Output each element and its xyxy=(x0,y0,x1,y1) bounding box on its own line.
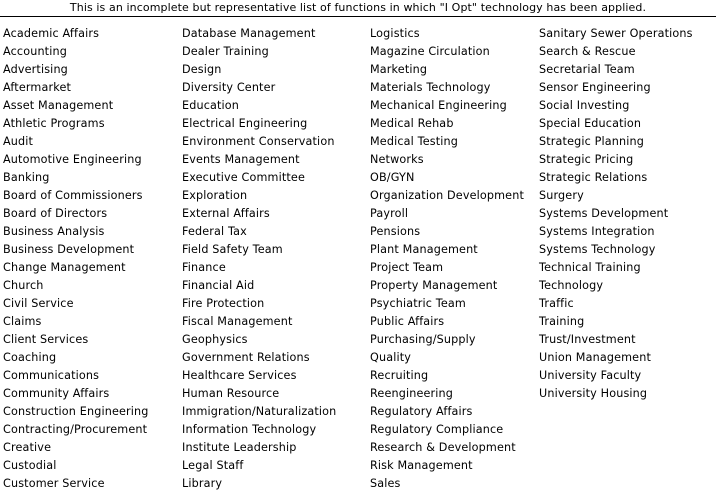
function-item: Mechanical Engineering xyxy=(370,99,507,112)
function-item: Board of Commissioners xyxy=(3,189,143,202)
function-item: Communications xyxy=(3,369,100,382)
functions-column-1 xyxy=(3,25,149,493)
intro-heading: This is an incomplete but representative list of functions in which "I Opt" technology has been applied. xyxy=(0,0,716,17)
function-item: Marketing xyxy=(370,63,428,76)
function-item: Training xyxy=(539,315,585,328)
function-item: Organization Development xyxy=(370,189,524,202)
function-item: Project Team xyxy=(370,261,444,274)
function-item: Church xyxy=(3,279,44,292)
function-item: Business Development xyxy=(3,243,135,256)
function-item: Magazine Circulation xyxy=(370,45,490,58)
function-item: University Faculty xyxy=(539,369,642,382)
function-item: Strategic Relations xyxy=(539,171,648,184)
function-item: Fire Protection xyxy=(182,297,265,310)
function-item: Financial Aid xyxy=(182,279,255,292)
function-item: Construction Engineering xyxy=(3,405,149,418)
function-item: Creative xyxy=(3,441,52,454)
function-item: Healthcare Services xyxy=(182,369,297,382)
function-item: Automotive Engineering xyxy=(3,153,142,166)
function-item: Federal Tax xyxy=(182,225,247,238)
function-item: Systems Development xyxy=(539,207,669,220)
function-item: Materials Technology xyxy=(370,81,491,94)
function-item: Business Analysis xyxy=(3,225,105,238)
function-item: Legal Staff xyxy=(182,459,244,472)
function-item: Change Management xyxy=(3,261,126,274)
function-item: Database Management xyxy=(182,27,316,40)
function-item: Quality xyxy=(370,351,412,364)
function-item: Academic Affairs xyxy=(3,27,100,40)
function-item: Regulatory Compliance xyxy=(370,423,504,436)
function-item: Technology xyxy=(539,279,604,292)
function-item: Social Investing xyxy=(539,99,630,112)
function-item: Public Affairs xyxy=(370,315,445,328)
function-item: Library xyxy=(182,477,223,490)
function-item: Diversity Center xyxy=(182,81,276,94)
function-item: Purchasing/Supply xyxy=(370,333,476,346)
function-item: Networks xyxy=(370,153,424,166)
function-item: Coaching xyxy=(3,351,57,364)
function-item: Aftermarket xyxy=(3,81,72,94)
function-item: Trust/Investment xyxy=(539,333,636,346)
function-item: Claims xyxy=(3,315,42,328)
function-item: Sanitary Sewer Operations xyxy=(539,27,693,40)
function-item: Pensions xyxy=(370,225,421,238)
function-item: Geophysics xyxy=(182,333,248,346)
function-item: Systems Integration xyxy=(539,225,655,238)
function-item: Payroll xyxy=(370,207,409,220)
function-item: Technical Training xyxy=(539,261,641,274)
function-item: Strategic Pricing xyxy=(539,153,634,166)
function-item: Logistics xyxy=(370,27,420,40)
function-item: Asset Management xyxy=(3,99,114,112)
function-item: Immigration/Naturalization xyxy=(182,405,337,418)
function-item: Environment Conservation xyxy=(182,135,335,148)
function-item: Events Management xyxy=(182,153,300,166)
function-item: Advertising xyxy=(3,63,68,76)
functions-column-4 xyxy=(539,25,693,403)
function-item: Contracting/Procurement xyxy=(3,423,148,436)
function-item: Property Management xyxy=(370,279,498,292)
function-item: Risk Management xyxy=(370,459,473,472)
function-item: Human Resource xyxy=(182,387,280,400)
function-item: Systems Technology xyxy=(539,243,656,256)
function-item: Athletic Programs xyxy=(3,117,105,130)
function-item: Sensor Engineering xyxy=(539,81,651,94)
function-item: Medical Testing xyxy=(370,135,458,148)
function-item: Community Affairs xyxy=(3,387,110,400)
function-item: Strategic Planning xyxy=(539,135,645,148)
function-item: Client Services xyxy=(3,333,89,346)
function-item: Plant Management xyxy=(370,243,478,256)
function-item: Institute Leadership xyxy=(182,441,297,454)
function-item: Custodial xyxy=(3,459,57,472)
function-item: Psychiatric Team xyxy=(370,297,466,310)
function-item: Audit xyxy=(3,135,34,148)
function-item: Secretarial Team xyxy=(539,63,635,76)
function-item: Government Relations xyxy=(182,351,310,364)
function-item: Reengineering xyxy=(370,387,454,400)
function-item: Traffic xyxy=(539,297,574,310)
function-item: Medical Rehab xyxy=(370,117,454,130)
function-item: Exploration xyxy=(182,189,248,202)
functions-column-3 xyxy=(370,25,524,493)
function-item: University Housing xyxy=(539,387,648,400)
function-item: Executive Committee xyxy=(182,171,305,184)
function-item: Education xyxy=(182,99,240,112)
function-item: Dealer Training xyxy=(182,45,269,58)
function-item: Customer Service xyxy=(3,477,105,490)
function-item: Special Education xyxy=(539,117,642,130)
function-item: Design xyxy=(182,63,222,76)
function-item: Information Technology xyxy=(182,423,317,436)
function-item: Recruiting xyxy=(370,369,429,382)
function-item: Electrical Engineering xyxy=(182,117,308,130)
function-item: Civil Service xyxy=(3,297,74,310)
function-item: Banking xyxy=(3,171,50,184)
function-item: Sales xyxy=(370,477,401,490)
function-item: Union Management xyxy=(539,351,651,364)
function-item: Surgery xyxy=(539,189,584,202)
function-item: External Affairs xyxy=(182,207,270,220)
function-item: Research & Development xyxy=(370,441,516,454)
function-item: Fiscal Management xyxy=(182,315,293,328)
function-item: Field Safety Team xyxy=(182,243,283,256)
function-item: Board of Directors xyxy=(3,207,108,220)
functions-column-2 xyxy=(182,25,336,493)
function-item: Accounting xyxy=(3,45,67,58)
function-item: Search & Rescue xyxy=(539,45,636,58)
function-item: OB/GYN xyxy=(370,171,415,184)
function-item: Regulatory Affairs xyxy=(370,405,473,418)
function-item: Finance xyxy=(182,261,226,274)
